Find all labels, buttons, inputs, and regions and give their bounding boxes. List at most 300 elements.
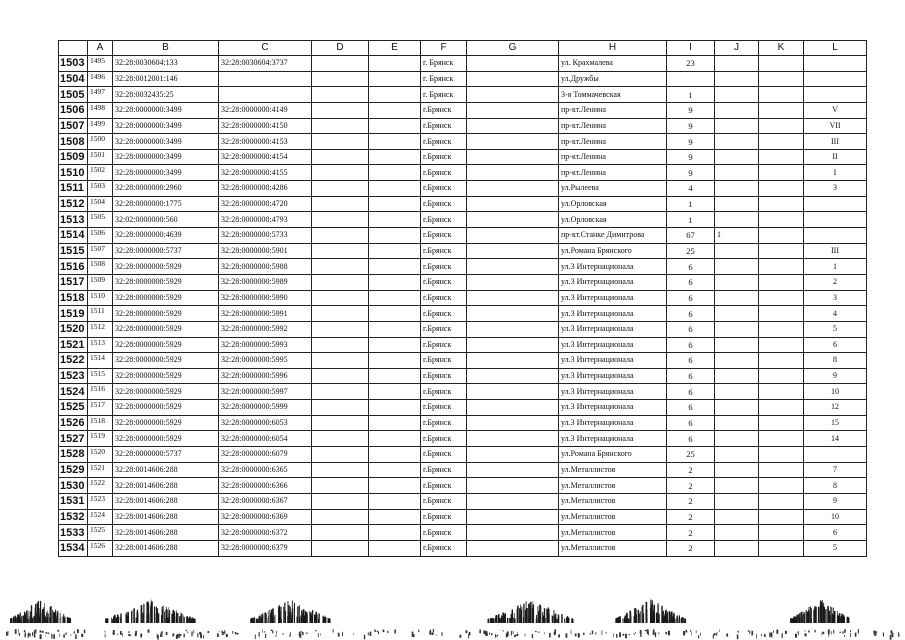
cell-d[interactable] (312, 525, 369, 541)
cell-k[interactable] (759, 447, 804, 463)
cell-d[interactable] (312, 478, 369, 494)
cell-j[interactable] (715, 321, 759, 337)
cell-k[interactable] (759, 306, 804, 322)
cell-g[interactable] (467, 368, 559, 384)
cell-d[interactable] (312, 118, 369, 134)
cell-j[interactable] (715, 118, 759, 134)
cell-l[interactable]: 12 (804, 400, 867, 416)
cell-l[interactable]: 6 (804, 337, 867, 353)
cell-f[interactable]: г.Брянск (421, 478, 467, 494)
row-number[interactable]: 1510 (59, 165, 88, 181)
cell-f[interactable]: г.Брянск (421, 118, 467, 134)
cell-a[interactable]: 1502 (88, 165, 113, 181)
cell-h[interactable]: пр-кт.Ленина (559, 149, 667, 165)
cell-b[interactable]: 32:28:0000000:5929 (113, 353, 219, 369)
cell-c[interactable]: 32:28:0000000:5992 (219, 321, 312, 337)
column-header-h[interactable]: H (559, 41, 667, 56)
cell-h[interactable]: ул.Металлистов (559, 540, 667, 556)
cell-f[interactable]: г.Брянск (421, 321, 467, 337)
cell-l[interactable]: 14 (804, 431, 867, 447)
cell-g[interactable] (467, 290, 559, 306)
cell-b[interactable]: 32:28:0000000:3499 (113, 134, 219, 150)
cell-d[interactable] (312, 181, 369, 197)
cell-l[interactable]: 5 (804, 540, 867, 556)
column-header-g[interactable]: G (467, 41, 559, 56)
cell-h[interactable]: ул.3 Интернационала (559, 415, 667, 431)
cell-g[interactable] (467, 462, 559, 478)
row-number[interactable]: 1534 (59, 540, 88, 556)
cell-k[interactable] (759, 509, 804, 525)
cell-i[interactable]: 1 (667, 87, 715, 103)
cell-e[interactable] (369, 165, 421, 181)
cell-a[interactable]: 1525 (88, 525, 113, 541)
cell-d[interactable] (312, 87, 369, 103)
cell-c[interactable]: 32:28:0000000:5988 (219, 259, 312, 275)
cell-d[interactable] (312, 447, 369, 463)
cell-l[interactable]: VII (804, 118, 867, 134)
cell-d[interactable] (312, 243, 369, 259)
cell-c[interactable]: 32:28:0000000:6367 (219, 493, 312, 509)
row-number[interactable]: 1509 (59, 149, 88, 165)
cell-j[interactable] (715, 493, 759, 509)
cell-i[interactable]: 2 (667, 525, 715, 541)
cell-g[interactable] (467, 87, 559, 103)
cell-c[interactable]: 32:28:0000000:6366 (219, 478, 312, 494)
cell-f[interactable]: г.Брянск (421, 290, 467, 306)
cell-a[interactable]: 1504 (88, 196, 113, 212)
cell-k[interactable] (759, 181, 804, 197)
cell-h[interactable]: ул.Романа Брянского (559, 447, 667, 463)
cell-d[interactable] (312, 400, 369, 416)
cell-f[interactable]: г.Брянск (421, 102, 467, 118)
cell-b[interactable]: 32:28:0014606:288 (113, 493, 219, 509)
cell-c[interactable]: 32:28:0000000:6053 (219, 415, 312, 431)
row-number[interactable]: 1519 (59, 306, 88, 322)
cell-k[interactable] (759, 243, 804, 259)
cell-b[interactable]: 32:28:0000000:5929 (113, 400, 219, 416)
cell-c[interactable]: 32:28:0000000:6369 (219, 509, 312, 525)
cell-b[interactable]: 32:28:0032435:25 (113, 87, 219, 103)
cell-l[interactable] (804, 228, 867, 244)
cell-f[interactable]: г.Брянск (421, 415, 467, 431)
cell-b[interactable]: 32:28:0000000:5929 (113, 337, 219, 353)
cell-j[interactable] (715, 353, 759, 369)
cell-c[interactable]: 32:28:0000000:5999 (219, 400, 312, 416)
cell-g[interactable] (467, 56, 559, 72)
cell-h[interactable]: ул.3 Интернационала (559, 400, 667, 416)
cell-k[interactable] (759, 478, 804, 494)
cell-d[interactable] (312, 337, 369, 353)
cell-i[interactable]: 1 (667, 212, 715, 228)
cell-j[interactable] (715, 196, 759, 212)
cell-c[interactable] (219, 87, 312, 103)
cell-k[interactable] (759, 149, 804, 165)
cell-e[interactable] (369, 87, 421, 103)
cell-h[interactable]: пр-кт.Ленина (559, 118, 667, 134)
cell-l[interactable]: 5 (804, 321, 867, 337)
cell-e[interactable] (369, 118, 421, 134)
cell-e[interactable] (369, 102, 421, 118)
cell-k[interactable] (759, 56, 804, 72)
row-number[interactable]: 1507 (59, 118, 88, 134)
cell-d[interactable] (312, 259, 369, 275)
cell-a[interactable]: 1505 (88, 212, 113, 228)
row-number[interactable]: 1504 (59, 71, 88, 87)
cell-l[interactable]: 3 (804, 181, 867, 197)
cell-k[interactable] (759, 337, 804, 353)
cell-e[interactable] (369, 71, 421, 87)
cell-j[interactable] (715, 525, 759, 541)
cell-i[interactable]: 25 (667, 447, 715, 463)
cell-h[interactable]: ул.3 Интернационала (559, 306, 667, 322)
cell-j[interactable] (715, 447, 759, 463)
cell-d[interactable] (312, 212, 369, 228)
cell-g[interactable] (467, 102, 559, 118)
cell-d[interactable] (312, 228, 369, 244)
row-number[interactable]: 1527 (59, 431, 88, 447)
cell-d[interactable] (312, 196, 369, 212)
cell-e[interactable] (369, 368, 421, 384)
cell-h[interactable]: ул.Рылеева (559, 181, 667, 197)
cell-f[interactable]: г.Брянск (421, 384, 467, 400)
cell-k[interactable] (759, 415, 804, 431)
cell-b[interactable]: 32:28:0000000:5929 (113, 274, 219, 290)
cell-e[interactable] (369, 212, 421, 228)
cell-c[interactable]: 32:28:0000000:5990 (219, 290, 312, 306)
cell-i[interactable]: 6 (667, 353, 715, 369)
cell-g[interactable] (467, 525, 559, 541)
cell-i[interactable]: 6 (667, 321, 715, 337)
cell-l[interactable] (804, 71, 867, 87)
cell-c[interactable]: 32:28:0000000:5993 (219, 337, 312, 353)
cell-l[interactable] (804, 212, 867, 228)
cell-a[interactable]: 1519 (88, 431, 113, 447)
cell-c[interactable]: 32:28:0000000:6372 (219, 525, 312, 541)
cell-g[interactable] (467, 196, 559, 212)
cell-e[interactable] (369, 196, 421, 212)
cell-j[interactable] (715, 540, 759, 556)
cell-g[interactable] (467, 243, 559, 259)
cell-c[interactable]: 32:28:0000000:5989 (219, 274, 312, 290)
cell-c[interactable]: 32:28:0000000:4286 (219, 181, 312, 197)
cell-j[interactable] (715, 384, 759, 400)
row-number[interactable]: 1528 (59, 447, 88, 463)
cell-h[interactable]: пр-кт.Ленина (559, 165, 667, 181)
cell-e[interactable] (369, 509, 421, 525)
cell-b[interactable]: 32:28:0014606:288 (113, 540, 219, 556)
cell-d[interactable] (312, 56, 369, 72)
cell-k[interactable] (759, 290, 804, 306)
cell-b[interactable]: 32:28:0000000:5929 (113, 431, 219, 447)
cell-i[interactable]: 6 (667, 259, 715, 275)
cell-e[interactable] (369, 321, 421, 337)
row-number[interactable]: 1525 (59, 400, 88, 416)
cell-e[interactable] (369, 431, 421, 447)
cell-l[interactable]: 15 (804, 415, 867, 431)
cell-d[interactable] (312, 540, 369, 556)
cell-f[interactable]: г.Брянск (421, 228, 467, 244)
cell-c[interactable]: 32:28:0000000:4150 (219, 118, 312, 134)
cell-j[interactable] (715, 87, 759, 103)
cell-d[interactable] (312, 306, 369, 322)
cell-l[interactable]: 8 (804, 353, 867, 369)
cell-b[interactable]: 32:28:0000000:5737 (113, 243, 219, 259)
cell-h[interactable]: ул.Металлистов (559, 493, 667, 509)
cell-f[interactable]: г.Брянск (421, 196, 467, 212)
cell-e[interactable] (369, 228, 421, 244)
cell-k[interactable] (759, 368, 804, 384)
cell-j[interactable] (715, 431, 759, 447)
cell-g[interactable] (467, 134, 559, 150)
row-number[interactable]: 1514 (59, 228, 88, 244)
column-header-j[interactable]: J (715, 41, 759, 56)
cell-a[interactable]: 1523 (88, 493, 113, 509)
row-number[interactable]: 1508 (59, 134, 88, 150)
cell-h[interactable]: пр-кт.Станке Димитрова (559, 228, 667, 244)
cell-h[interactable]: ул.Металлистов (559, 509, 667, 525)
cell-a[interactable]: 1521 (88, 462, 113, 478)
cell-i[interactable]: 6 (667, 384, 715, 400)
cell-j[interactable] (715, 149, 759, 165)
cell-f[interactable]: г.Брянск (421, 509, 467, 525)
cell-i[interactable]: 9 (667, 165, 715, 181)
cell-b[interactable]: 32:28:0012001:146 (113, 71, 219, 87)
cell-f[interactable]: г.Брянск (421, 212, 467, 228)
cell-e[interactable] (369, 353, 421, 369)
row-number[interactable]: 1513 (59, 212, 88, 228)
cell-d[interactable] (312, 102, 369, 118)
cell-h[interactable]: ул.Романа Брянского (559, 243, 667, 259)
cell-g[interactable] (467, 259, 559, 275)
cell-j[interactable] (715, 274, 759, 290)
cell-c[interactable]: 32:28:0000000:6379 (219, 540, 312, 556)
cell-a[interactable]: 1514 (88, 353, 113, 369)
cell-a[interactable]: 1498 (88, 102, 113, 118)
cell-g[interactable] (467, 71, 559, 87)
cell-e[interactable] (369, 259, 421, 275)
cell-b[interactable]: 32:28:0014606:288 (113, 509, 219, 525)
cell-f[interactable]: г.Брянск (421, 259, 467, 275)
cell-g[interactable] (467, 384, 559, 400)
cell-j[interactable] (715, 102, 759, 118)
cell-k[interactable] (759, 259, 804, 275)
cell-f[interactable]: г.Брянск (421, 462, 467, 478)
cell-j[interactable] (715, 478, 759, 494)
cell-f[interactable]: г.Брянск (421, 447, 467, 463)
row-number[interactable]: 1524 (59, 384, 88, 400)
cell-e[interactable] (369, 447, 421, 463)
cell-k[interactable] (759, 400, 804, 416)
cell-j[interactable] (715, 259, 759, 275)
cell-k[interactable] (759, 540, 804, 556)
cell-a[interactable]: 1500 (88, 134, 113, 150)
cell-l[interactable]: II (804, 149, 867, 165)
cell-e[interactable] (369, 134, 421, 150)
cell-k[interactable] (759, 274, 804, 290)
cell-a[interactable]: 1496 (88, 71, 113, 87)
cell-i[interactable]: 6 (667, 400, 715, 416)
cell-f[interactable]: г.Брянск (421, 540, 467, 556)
cell-j[interactable] (715, 134, 759, 150)
cell-e[interactable] (369, 149, 421, 165)
cell-i[interactable]: 23 (667, 56, 715, 72)
cell-j[interactable] (715, 306, 759, 322)
cell-i[interactable]: 9 (667, 102, 715, 118)
cell-i[interactable]: 25 (667, 243, 715, 259)
cell-b[interactable]: 32:28:0000000:4639 (113, 228, 219, 244)
cell-h[interactable]: ул.Металлистов (559, 478, 667, 494)
cell-b[interactable]: 32:28:0000000:5929 (113, 321, 219, 337)
cell-e[interactable] (369, 274, 421, 290)
cell-g[interactable] (467, 493, 559, 509)
row-number[interactable]: 1518 (59, 290, 88, 306)
cell-a[interactable]: 1526 (88, 540, 113, 556)
cell-g[interactable] (467, 400, 559, 416)
cell-e[interactable] (369, 540, 421, 556)
cell-a[interactable]: 1501 (88, 149, 113, 165)
cell-l[interactable]: 9 (804, 368, 867, 384)
cell-b[interactable]: 32:28:0000000:3499 (113, 149, 219, 165)
cell-f[interactable]: г.Брянск (421, 274, 467, 290)
column-header-k[interactable]: K (759, 41, 804, 56)
column-header-b[interactable]: B (113, 41, 219, 56)
cell-k[interactable] (759, 228, 804, 244)
cell-k[interactable] (759, 71, 804, 87)
cell-k[interactable] (759, 321, 804, 337)
cell-i[interactable]: 9 (667, 118, 715, 134)
cell-h[interactable]: ул.Дружбы (559, 71, 667, 87)
cell-j[interactable] (715, 509, 759, 525)
cell-f[interactable]: г.Брянск (421, 493, 467, 509)
cell-k[interactable] (759, 196, 804, 212)
cell-f[interactable]: г. Брянск (421, 56, 467, 72)
cell-d[interactable] (312, 353, 369, 369)
cell-j[interactable] (715, 181, 759, 197)
row-number[interactable]: 1520 (59, 321, 88, 337)
cell-g[interactable] (467, 540, 559, 556)
cell-h[interactable]: ул.Металлистов (559, 462, 667, 478)
cell-b[interactable]: 32:28:0000000:3499 (113, 102, 219, 118)
cell-l[interactable]: III (804, 134, 867, 150)
cell-d[interactable] (312, 431, 369, 447)
cell-k[interactable] (759, 353, 804, 369)
cell-i[interactable]: 2 (667, 540, 715, 556)
cell-h[interactable]: ул.3 Интернационала (559, 431, 667, 447)
cell-j[interactable] (715, 337, 759, 353)
cell-f[interactable]: г. Брянск (421, 71, 467, 87)
cell-a[interactable]: 1512 (88, 321, 113, 337)
cell-i[interactable]: 6 (667, 306, 715, 322)
cell-h[interactable]: ул.3 Интернационала (559, 337, 667, 353)
column-header-i[interactable]: I (667, 41, 715, 56)
cell-e[interactable] (369, 493, 421, 509)
cell-c[interactable]: 32:28:0000000:5991 (219, 306, 312, 322)
cell-g[interactable] (467, 447, 559, 463)
cell-i[interactable]: 6 (667, 274, 715, 290)
row-number[interactable]: 1532 (59, 509, 88, 525)
cell-e[interactable] (369, 56, 421, 72)
cell-h[interactable]: ул.3 Интернационала (559, 368, 667, 384)
cell-i[interactable] (667, 71, 715, 87)
cell-g[interactable] (467, 509, 559, 525)
cell-h[interactable]: пр-кт.Ленина (559, 102, 667, 118)
cell-b[interactable]: 32:28:0000000:3499 (113, 165, 219, 181)
column-header-e[interactable]: E (369, 41, 421, 56)
cell-e[interactable] (369, 290, 421, 306)
cell-b[interactable]: 32:28:0000000:5929 (113, 259, 219, 275)
column-header-d[interactable]: D (312, 41, 369, 56)
cell-i[interactable]: 6 (667, 431, 715, 447)
cell-e[interactable] (369, 243, 421, 259)
cell-a[interactable]: 1515 (88, 368, 113, 384)
cell-d[interactable] (312, 134, 369, 150)
cell-a[interactable]: 1495 (88, 56, 113, 72)
cell-h[interactable]: ул.3 Интернационала (559, 321, 667, 337)
cell-a[interactable]: 1499 (88, 118, 113, 134)
cell-d[interactable] (312, 149, 369, 165)
row-number[interactable]: 1533 (59, 525, 88, 541)
cell-l[interactable]: 8 (804, 478, 867, 494)
cell-e[interactable] (369, 306, 421, 322)
cell-j[interactable] (715, 400, 759, 416)
cell-f[interactable]: г. Брянск (421, 87, 467, 103)
row-number[interactable]: 1521 (59, 337, 88, 353)
cell-l[interactable] (804, 447, 867, 463)
row-number[interactable]: 1516 (59, 259, 88, 275)
cell-f[interactable]: г.Брянск (421, 337, 467, 353)
cell-i[interactable]: 1 (667, 196, 715, 212)
cell-j[interactable] (715, 415, 759, 431)
cell-i[interactable]: 4 (667, 181, 715, 197)
cell-g[interactable] (467, 212, 559, 228)
cell-i[interactable]: 2 (667, 509, 715, 525)
cell-k[interactable] (759, 118, 804, 134)
cell-h[interactable]: ул.Металлистов (559, 525, 667, 541)
cell-a[interactable]: 1506 (88, 228, 113, 244)
cell-e[interactable] (369, 181, 421, 197)
cell-g[interactable] (467, 181, 559, 197)
cell-d[interactable] (312, 321, 369, 337)
cell-a[interactable]: 1513 (88, 337, 113, 353)
cell-d[interactable] (312, 165, 369, 181)
cell-k[interactable] (759, 462, 804, 478)
cell-d[interactable] (312, 368, 369, 384)
cell-i[interactable]: 67 (667, 228, 715, 244)
cell-k[interactable] (759, 102, 804, 118)
cell-b[interactable]: 32:28:0000000:5929 (113, 384, 219, 400)
cell-c[interactable]: 32:28:0000000:5995 (219, 353, 312, 369)
cell-a[interactable]: 1508 (88, 259, 113, 275)
cell-e[interactable] (369, 415, 421, 431)
cell-l[interactable]: I (804, 165, 867, 181)
cell-f[interactable]: г.Брянск (421, 400, 467, 416)
column-header-c[interactable]: C (219, 41, 312, 56)
cell-i[interactable]: 9 (667, 134, 715, 150)
cell-g[interactable] (467, 415, 559, 431)
cell-c[interactable]: 32:28:0000000:5996 (219, 368, 312, 384)
cell-g[interactable] (467, 431, 559, 447)
cell-i[interactable]: 2 (667, 462, 715, 478)
cell-h[interactable]: ул.Орловская (559, 196, 667, 212)
column-header-f[interactable]: F (421, 41, 467, 56)
row-number[interactable]: 1511 (59, 181, 88, 197)
cell-c[interactable]: 32:28:0000000:4155 (219, 165, 312, 181)
cell-l[interactable] (804, 87, 867, 103)
cell-d[interactable] (312, 71, 369, 87)
cell-l[interactable] (804, 196, 867, 212)
cell-a[interactable]: 1516 (88, 384, 113, 400)
cell-b[interactable]: 32:02:0000000:560 (113, 212, 219, 228)
